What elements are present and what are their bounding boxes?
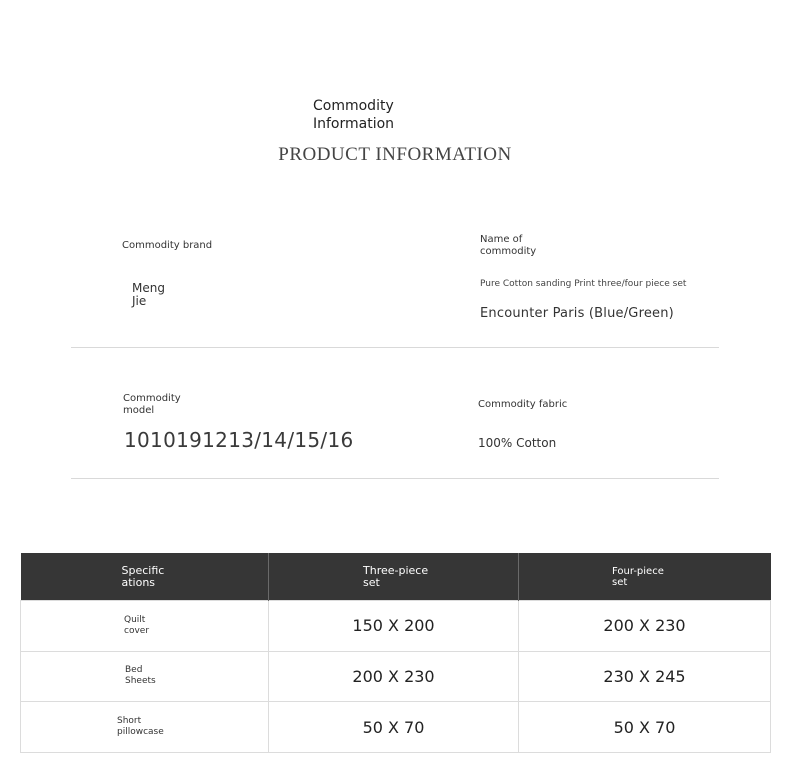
page-title: Commodity Information	[313, 98, 395, 132]
row-label: Short pillowcase	[117, 716, 164, 738]
divider	[71, 478, 719, 479]
four-piece-value: 50 X 70	[519, 702, 771, 753]
model-label: Commodity model	[123, 393, 181, 416]
divider	[71, 347, 719, 348]
table-row	[21, 702, 771, 753]
header-specifications	[21, 553, 269, 601]
row-label: Bed Sheets	[125, 665, 156, 687]
fabric-value: 100% Cotton	[478, 436, 557, 450]
header-label: Three-piece set	[363, 563, 429, 589]
row-label-cell	[21, 702, 269, 753]
header-label: Four-piece set	[612, 565, 664, 588]
three-piece-value: 150 X 200	[269, 601, 519, 652]
table-row	[21, 651, 771, 702]
table-row	[21, 601, 771, 652]
three-piece-value: 50 X 70	[269, 702, 519, 753]
fabric-label: Commodity fabric	[478, 399, 568, 410]
four-piece-value: 230 X 245	[519, 651, 771, 702]
page-subtitle: PRODUCT INFORMATION	[278, 144, 512, 165]
name-label: Name of commodity	[480, 234, 537, 257]
spec-table	[20, 553, 771, 753]
name-subtitle: Pure Cotton sanding Print three/four piece set	[480, 279, 687, 289]
row-label: Quilt cover	[124, 614, 150, 636]
model-value: 1010191213/14/15/16	[124, 428, 354, 452]
header-label: Specific ations	[121, 563, 165, 589]
header-three-piece	[269, 553, 519, 601]
name-value: Encounter Paris (Blue/Green)	[480, 306, 674, 321]
row-label-cell	[21, 601, 269, 652]
four-piece-value: 200 X 230	[519, 601, 771, 652]
table-header-row	[21, 553, 771, 601]
three-piece-value: 200 X 230	[269, 651, 519, 702]
brand-label: Commodity brand	[122, 240, 213, 251]
brand-value: Meng Jie	[132, 281, 165, 308]
header-four-piece	[519, 553, 771, 601]
row-label-cell	[21, 651, 269, 702]
